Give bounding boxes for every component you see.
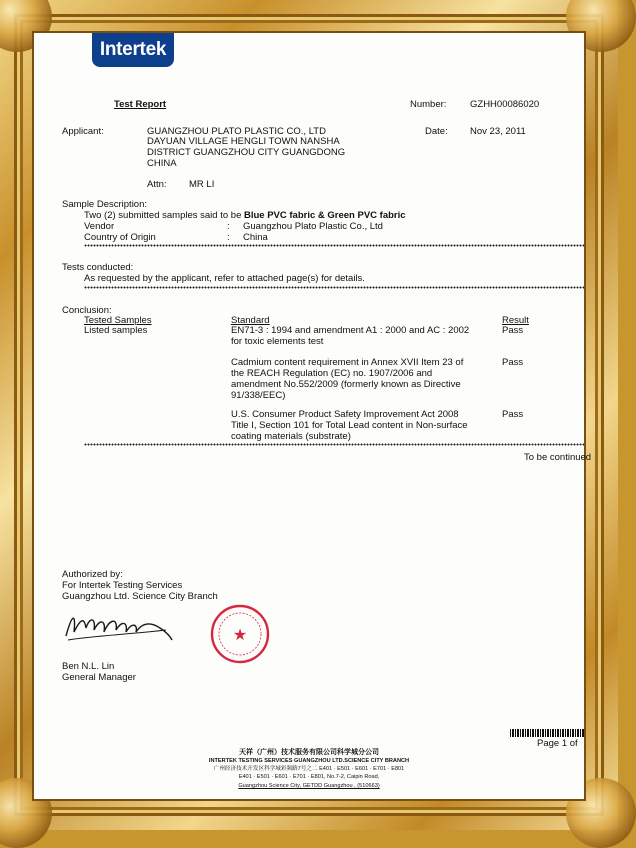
standard-line: coating materials (substrate) — [231, 431, 351, 442]
sample-description — [84, 210, 406, 221]
col-header-standard: Standard — [231, 315, 270, 326]
org-line: Guangzhou Ltd. Science City Branch — [62, 591, 218, 602]
tests-text: As requested by the applicant, refer to attached page(s) for details. — [84, 273, 365, 284]
barcode — [510, 729, 584, 737]
divider-stars — [84, 286, 584, 289]
report-title: Test Report — [114, 99, 167, 110]
standard-line: U.S. Consumer Product Safety Improvement Act 2008 — [231, 409, 459, 420]
intertek-logo: Intertek — [92, 33, 174, 67]
applicant-line: GUANGZHOU PLATO PLASTIC CO., LTD — [147, 126, 326, 137]
tests-heading: Tests conducted: — [62, 262, 134, 273]
applicant-label: Applicant: — [62, 126, 104, 137]
number-value: GZHH00086020 — [470, 99, 540, 110]
standard-line: for toxic elements test — [231, 336, 324, 347]
footer-line: 广州经济技术开发区科学城彩频路7号之二 E401 · E501 · E601 · E701 · E801 — [213, 766, 405, 772]
footer-line: INTERTEK TESTING SERVICES GUANGZHOU LTD.SCIENCE CITY BRANCH — [208, 758, 410, 764]
vendor-value: Guangzhou Plato Plastic Co., Ltd — [243, 221, 383, 232]
signer-title: General Manager — [62, 672, 136, 683]
signature-image — [62, 606, 174, 646]
conclusion-heading: Conclusion: — [62, 305, 112, 316]
sample-desc-bold: Blue PVC fabric & Green PVC fabric — [244, 210, 406, 221]
signer-name: Ben N.L. Lin — [62, 661, 115, 672]
result-value: Pass — [502, 325, 524, 336]
applicant-line: DISTRICT GUANGZHOU CITY GUANGDONG — [147, 147, 346, 158]
standard-line: the REACH Regulation (EC) no. 1907/2006 and — [231, 368, 433, 379]
footer-line: Guangzhou Science City, GETDD Guangzhou , (510663) — [238, 783, 380, 789]
origin-label: Country of Origin — [84, 232, 156, 243]
standard-line: EN71-3 : 1994 and amendment A1 : 2000 and AC : 2002 — [231, 325, 470, 336]
page-number: Page 1 of — [537, 738, 578, 749]
standard-line: 91/338/EEC) — [231, 390, 286, 401]
vendor-colon: : — [227, 221, 230, 232]
certificate-paper — [34, 33, 592, 799]
applicant-line: DAYUAN VILLAGE HENGLI TOWN NANSHA — [147, 136, 340, 147]
standard-line: Title I, Section 101 for Total Lead content in Non-surface — [231, 420, 468, 431]
divider-stars — [84, 443, 584, 446]
date-value: Nov 23, 2011 — [470, 126, 526, 137]
origin-value: China — [243, 232, 268, 243]
footer-line: 天祥（广州）技术服务有限公司科学城分公司 — [239, 749, 379, 756]
divider-stars — [84, 244, 584, 247]
result-value: Pass — [502, 409, 524, 420]
samples-value: Listed samples — [84, 325, 148, 336]
vendor-label: Vendor — [84, 221, 115, 232]
origin-colon: : — [227, 232, 230, 243]
standard-line: Cadmium content requirement in Annex XVII Item 23 of — [231, 357, 464, 368]
standard-line: amendment No.552/2009 (formerly known as Directive — [231, 379, 461, 390]
svg-text:★: ★ — [232, 625, 248, 644]
number-label: Number: — [410, 99, 447, 110]
result-value: Pass — [502, 357, 524, 368]
footer-line: E401 · E501 · E601 · E701 · E801, No.7-2, Caipin Road, — [238, 774, 380, 780]
attn-label: Attn: — [147, 179, 167, 190]
sample-heading: Sample Description: — [62, 199, 148, 210]
attn-value: MR LI — [189, 179, 215, 190]
to-be-continued: To be continued — [524, 452, 592, 463]
date-label: Date: — [425, 126, 448, 137]
col-header-result: Result — [502, 315, 529, 326]
authorized-by-label: Authorized by: — [62, 569, 123, 580]
org-line: For Intertek Testing Services — [62, 580, 183, 591]
col-header-samples: Tested Samples — [84, 315, 152, 326]
company-seal-stamp — [210, 604, 270, 664]
sample-desc-prefix: Two (2) submitted samples said to be — [84, 210, 244, 221]
applicant-line: CHINA — [147, 158, 177, 169]
